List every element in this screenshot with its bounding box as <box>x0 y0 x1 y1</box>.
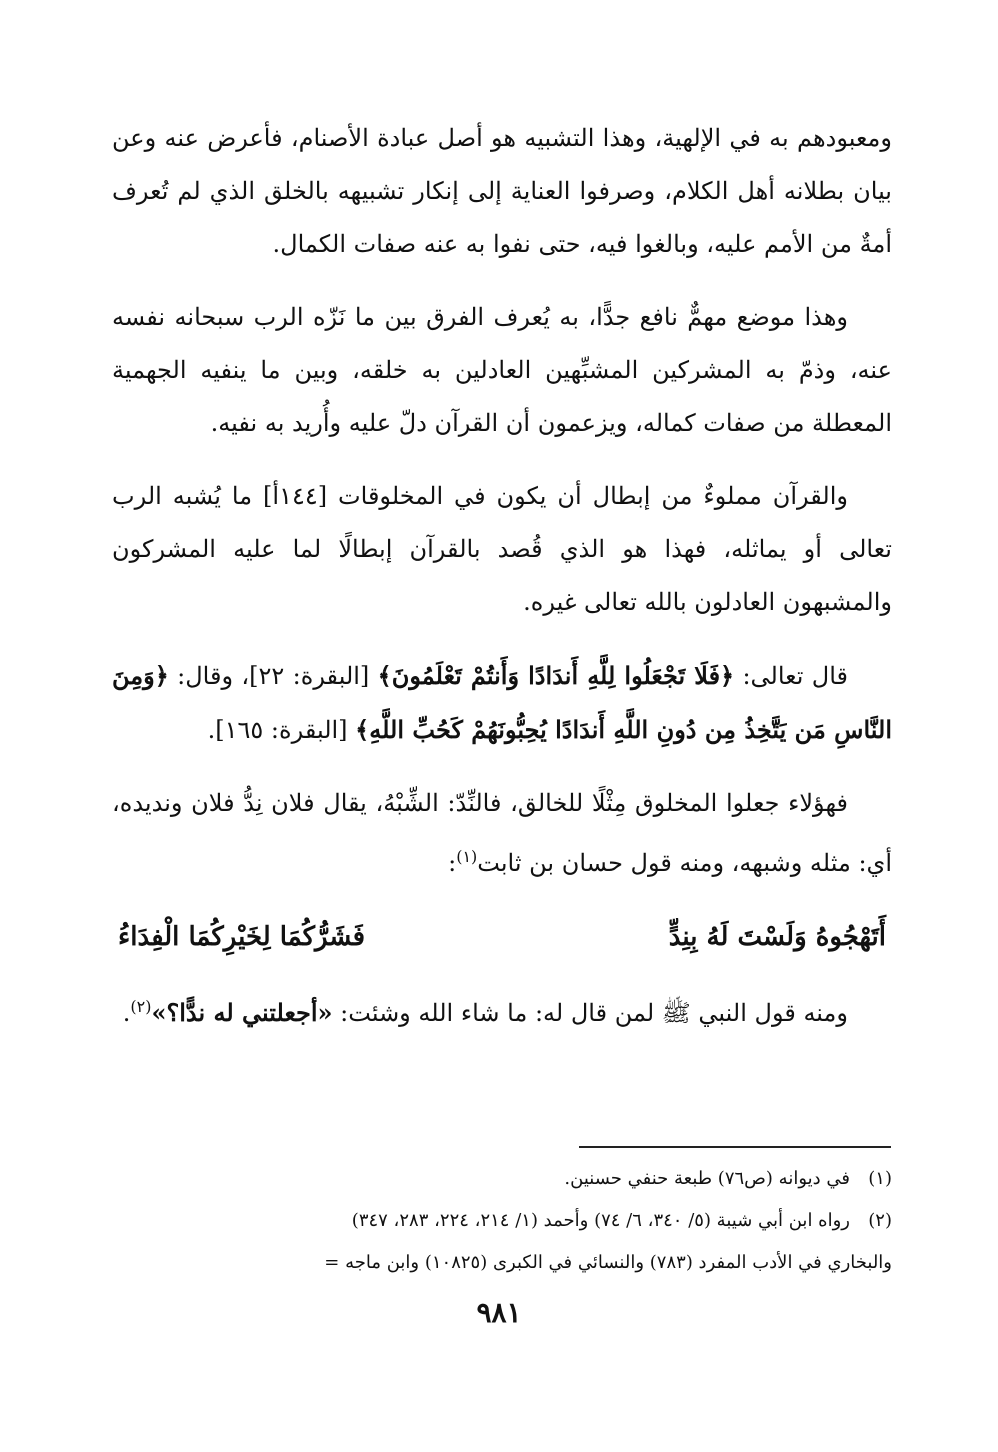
poem-second-hemistich: فَشَرُّكُمَا لِخَيْرِكُمَا الْفِدَاءُ <box>118 922 366 952</box>
paragraph-5-text: فهؤلاء جعلوا المخلوق مِثْلًا للخالق، فالنِّدّ: الشِّبْهُ، يقال فلان نِدُّ فلان ونديده، أي: مثله وشبهه، ومنه قول حسان بن ثابت <box>112 789 892 877</box>
paragraph-5-end: : <box>448 849 457 877</box>
paragraph-6-end: . <box>122 999 131 1027</box>
page-body <box>112 112 892 1060</box>
paragraph-5 <box>112 777 892 890</box>
paragraph-3: والقرآن مملوءٌ من إبطال أن يكون في المخلوقات [١٤٤أ] ما يُشبه الرب تعالى أو يماثله، فهذا هو الذي قُصد بالقرآن إبطالًا لما عليه المشركون والمشبهون العادلون بالله تعالى غيره. <box>112 482 892 616</box>
footnote-2 <box>112 1200 892 1242</box>
quran-verse-1: ﴿فَلَا تَجْعَلُوا لِلَّهِ أَندَادًا وَأَنتُمْ تَعْلَمُونَ﴾ <box>377 661 735 690</box>
footnote-1-text: في ديوانه (ص٧٦) طبعة حنفي حسنين. <box>564 1168 850 1189</box>
poem-verse <box>112 910 892 964</box>
paragraph-6 <box>112 980 892 1040</box>
paragraph-6-text: ومنه قول النبي ﷺ لمن قال له: ما شاء الله وشئت: <box>332 999 848 1027</box>
footnote-ref-2: (٢) <box>130 997 152 1016</box>
footnote-2-text: رواه ابن أبي شيبة (٥/ ٣٤٠، ٦/ ٧٤) وأحمد (١/ ٢١٤، ٢٢٤، ٢٨٣، ٣٤٧) <box>351 1210 850 1231</box>
footnote-divider <box>579 1146 891 1148</box>
footnote-ref-1: (١) <box>456 847 478 866</box>
page-number: ٩٨١ <box>476 1296 522 1329</box>
footnote-1 <box>112 1158 892 1200</box>
paragraph-1: ومعبودهم به في الإلهية، وهذا التشبيه هو أصل عبادة الأصنام، فأعرض عنه وعن بيان بطلانه أهل الكلام، وصرفوا العناية إلى إنكار تشبيهه بالخلق الذي لم تُعرف أمةٌ من الأمم عليه، وبالغوا فيه، حتى نفوا به عنه صفات الكمال. <box>112 124 892 258</box>
footnote-2-continued-text: والبخاري في الأدب المفرد (٧٨٣) والنسائي في الكبرى (١٠٨٢٥) وابن ماجه = <box>324 1252 892 1273</box>
footnote-1-number: (١) <box>868 1168 892 1189</box>
paragraph-4-intro: قال تعالى: <box>734 662 849 690</box>
verse-1-reference: [البقرة: ٢٢]، وقال: <box>168 662 378 690</box>
hadith-quote: «أجعلتني له ندًّا؟» <box>151 998 333 1027</box>
verse-2-reference: [البقرة: ١٦٥]. <box>207 716 356 744</box>
footnote-2-number: (٢) <box>868 1210 892 1231</box>
poem-first-hemistich: أَتَهْجُوهُ وَلَسْتَ لَهُ بِنِدٍّ <box>668 922 886 952</box>
footnote-2-continued <box>112 1242 892 1284</box>
quran-verse-2: ﴿وَمِنَ النَّاسِ مَن يَتَّخِذُ مِن دُونِ اللَّهِ أَندَادًا يُحِبُّونَهُمْ كَحُبِّ اللَّهِ﴾ <box>112 661 892 744</box>
paragraph-2: وهذا موضع مهمٌّ نافع جدًّا، به يُعرف الفرق بين ما نَزّه الرب سبحانه نفسه عنه، وذمّ به المشركين المشبِّهين العادلين به خلقه، وبين ما ينفيه الجهمية المعطلة من صفات كماله، ويزعمون أن القرآن دلّ عليه وأُريد به نفيه. <box>112 303 892 437</box>
footnotes <box>112 1158 892 1284</box>
paragraph-4 <box>112 649 892 757</box>
